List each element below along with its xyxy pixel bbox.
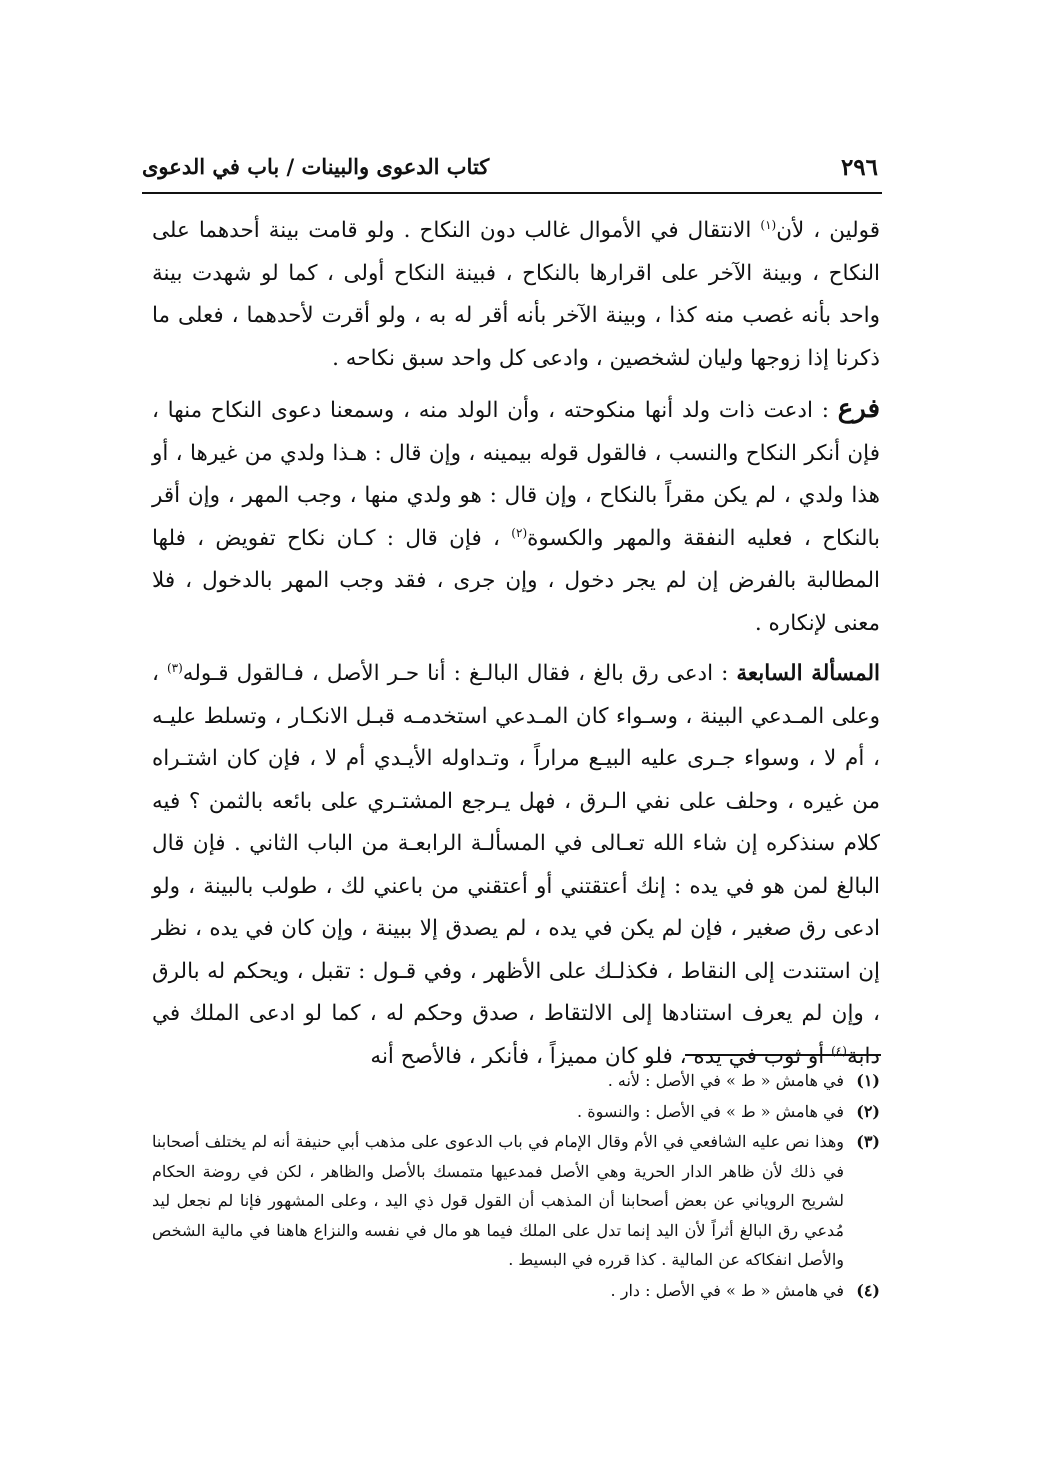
footnotes <box>152 1066 880 1306</box>
main-text <box>152 210 880 1086</box>
page-number: ٢٩٦ <box>840 154 878 181</box>
paragraph-text: ، فإن قال : كـان نكاح تفويض ، فلها المطالبة بالفرض إن لم يجر دخول ، وإن جرى ، فقد وجب المهر بالدخول ، فلا معنى لإنكاره . <box>152 525 880 636</box>
footnote-text: في هامش « ط » في الأصل : دار . <box>610 1280 844 1300</box>
footnote-ref: (٣) <box>166 660 183 675</box>
paragraph-text: الانتقال في الأموال غالب دون النكاح . ولو قامت بينة أحدهما على النكاح ، وبينة الآخر على اقرارها بالنكاح ، فبينة النكاح أولى ، كما لو شهدت بينة واحد بأنه غصب منه كذا ، وبينة الآخر بأنه أقر له به ، ولو أقرت لأحدهما ، فعلى ما ذكرنا إذا زوجها وليان لشخصين ، وادعى كل واحد سبق نكاحه . <box>152 218 880 371</box>
footnote-text: في هامش « ط » في الأصل : لأنه . <box>607 1071 844 1090</box>
footnote <box>152 1276 880 1306</box>
footnote-number: (١) <box>856 1071 880 1090</box>
section-term: فرع <box>837 394 880 424</box>
footnote-number: (٣) <box>856 1132 880 1151</box>
paragraph <box>152 388 880 645</box>
paragraph-text: قولين ، لأن <box>776 218 881 243</box>
footnote-ref: (١) <box>760 217 777 232</box>
running-title: كتاب الدعوى والبينات / باب في الدعوى <box>142 154 490 179</box>
footnote-text: وهذا نص عليه الشافعي في الأم وقال الإمام في باب الدعوى على مذهب أبي حنيفة أنه لم يختلف أصحابنا في ذلك لأن ظاهر الدار الحرية وهي الأصل فمدعيها متمسك بالأصل والظاهر ، لكن في روضة الحكام لشريح الروياني عن بعض أصحابنا أن المذهب أن القول قول ذي اليد ، وعلى المشهور فإنا لم نجعل ليد مُدعي رق البالغ أثراً لأن اليد إنما تدل على الملك فيما هو مال في نفسه والنزاع هاهنا في مالية الشخص والأصل انفكاكه عن المالية . كذا قرره في البسيط . <box>152 1132 844 1269</box>
paragraph-text: : ادعى رق بالغ ، فقال البالـغ : أنا حـر الأصل ، فـالقول قـوله <box>182 661 737 686</box>
header-divider <box>142 192 882 194</box>
paragraph-text: أو ثوب في يده ، فلو كان مميزاً ، فأنكر ، فالأصح أنه <box>370 1043 832 1069</box>
section-heading: المسألة السابعة <box>736 661 880 686</box>
paragraph <box>152 653 880 1078</box>
footnote-text: في هامش « ط » في الأصل : والنسوة . <box>577 1101 844 1121</box>
paragraph-text: ، وعلى المـدعي البينة ، وسـواء كان المـدعي استخدمـه قبـل الانكـار ، وتسلط عليـه ، أم لا ، وسواء جـرى عليه البيـع مراراً ، وتـداوله الأيـدي أم لا ، فإن كان اشتـراه من غيره ، وحلف على نفي الـرق ، فهل يـرجع المشتـري على بائعه بالثمن ؟ فيه كلام سنذكره إن شاء الله تعـالى في المسألـة الرابعـة من الباب الثاني . فإن قال البالغ لمن هو في يده : إنك أعتقتني أو أعتقني من باعني لك ، طولب بالبينة ، ولو ادعى رق صغير ، فإن لم يكن في يده ، لم يصدق إلا ببينة ، وإن كان في يده ، نظر إن استندت إلى النقاط ، فكذلـك على الأظهر ، وفي قـول : تقبل ، ويحكم له بالرق ، وإن لم يعرف استنادها إلى الالتقاط ، صدق وحكم له ، كما لو ادعى الملك في دابة <box>152 661 880 1069</box>
footnote <box>152 1066 880 1096</box>
footnote <box>152 1127 880 1275</box>
paragraph <box>152 210 880 380</box>
footnote-number: (٤) <box>856 1280 880 1300</box>
footnote <box>152 1097 880 1127</box>
paragraph-text: : ادعت ذات ولد أنها منكوحته ، وأن الولد منه ، وسمعنا دعوى النكاح منها ، فإن أنكر النكاح والنسب ، فالقول قوله بيمينه ، وإن قال : هـذا ولدي من غيرها ، أو هذا ولدي ، لم يكن مقراً بالنكاح ، وإن قال : هو ولدي منها ، وجب المهر ، وإن أقر بالنكاح ، فعليه النفقة والمهر والكسوة <box>152 398 881 551</box>
footnote-ref: (٤) <box>831 1043 847 1058</box>
footnote-ref: (٢) <box>511 525 528 540</box>
footnote-divider <box>685 1054 881 1056</box>
footnote-number: (٢) <box>856 1101 880 1121</box>
page-header <box>142 148 882 194</box>
